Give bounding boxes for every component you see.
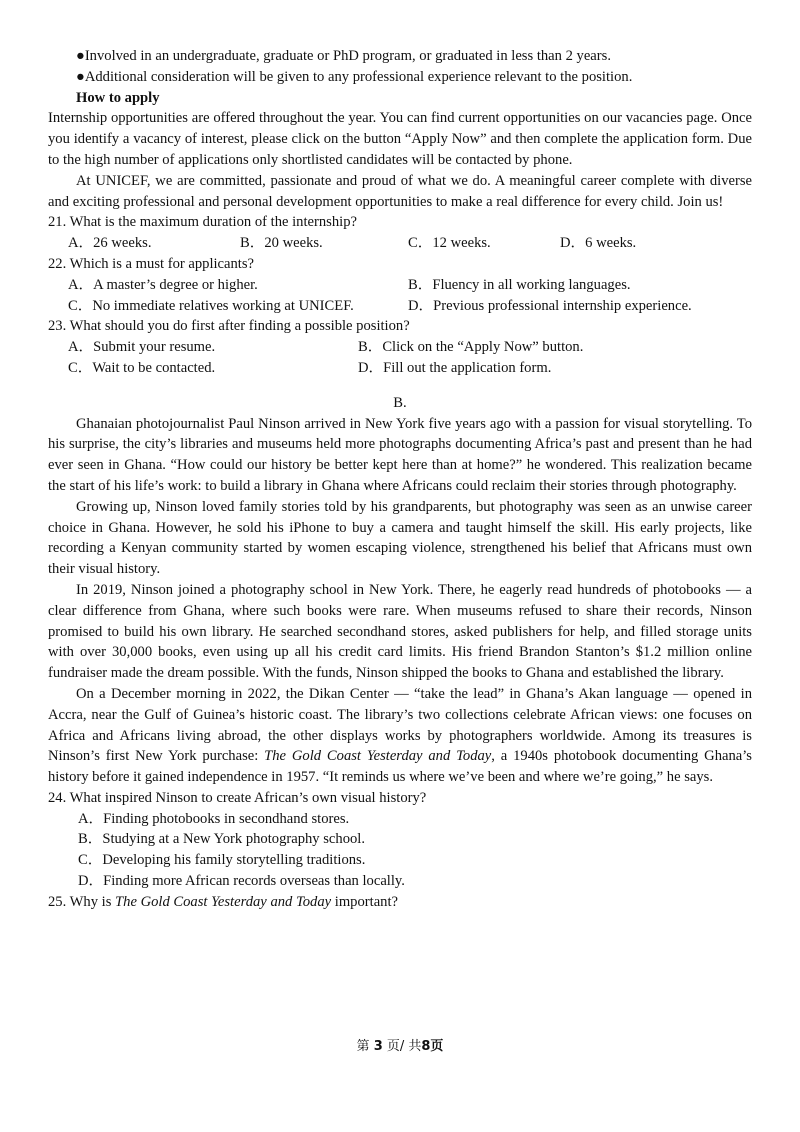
page-total: 8页	[421, 1039, 444, 1054]
option-c: C．No immediate relatives working at UNICEF.	[68, 297, 354, 314]
question-22-options-row2	[48, 296, 752, 317]
question-22-stem: 22. Which is a must for applicants?	[48, 255, 255, 272]
question-23-stem: 23. What should you do first after finding a possible position?	[48, 318, 410, 335]
question-21-options	[48, 233, 752, 254]
option-b: B．Studying at a New York photography school.	[78, 831, 366, 848]
option-a: A．26 weeks.	[68, 235, 152, 252]
option-b: B．Fluency in all working languages.	[408, 276, 631, 293]
option-c: C．Wait to be contacted.	[68, 359, 216, 376]
page-footer	[0, 1035, 800, 1054]
how-to-apply-heading: How to apply	[76, 89, 160, 106]
passage-b-paragraph-1: Ghanaian photojournalist Paul Ninson arrived in New York five years ago with a passion for visual storytelling. To his surprise, the city’s libraries and museums held more photographs documenting Africa’s past and present than he had ever seen in Ghana. “How could our history be better kept here than at home?” he wondered. This realization became the start of his life’s work: to build a library in Ghana where Africans could reclaim their stories through photography.	[48, 415, 752, 494]
question-23-options-row2	[48, 358, 752, 379]
option-d: D．Fill out the application form.	[358, 359, 552, 376]
requirement-bullet: ●Additional consideration will be given to any professional experience relevant to the position.	[76, 68, 633, 85]
page-number: 3	[373, 1039, 383, 1054]
stem-text: 25. Why is	[48, 893, 116, 910]
passage-b-paragraph-3: In 2019, Ninson joined a photography school in New York. There, he eagerly read hundreds of photobooks — a clear difference from Ghana, where such books were rare. When museums refused to share their records, Ninson promised to build his own library. He searched secondhand stores, asked publishers for help, and filled storage units with over 30,000 books, even using up all his credit card limits. His friend Brandon Stanton’s $1.2 million online fundraiser made the dream possible. With the funds, Ninson shipped the books to Ghana and established the library.	[48, 581, 752, 682]
option-d: D．Finding more African records overseas than locally.	[78, 873, 405, 890]
option-c: C．12 weeks.	[408, 235, 491, 252]
paragraph-text: On a December morning in 2022, the Dikan Center — “take the lead” in Ghana’s Akan language — opened in Accra, near the Gulf of Guinea’s historic coast. The library’s two collections celebrate African views: one focuses on Africa and Africans living abroad, the other displays works by photographers worldwide. Among its treasures is Ninson’s first New York purchase:	[48, 685, 752, 765]
question-22-options-row1	[48, 275, 752, 296]
section-b-label: B.	[393, 394, 407, 411]
option-b: B．Click on the “Apply Now” button.	[358, 339, 584, 356]
passage-b-paragraph-2: Growing up, Ninson loved family stories told by his grandparents, but photography was seen as an unwise career choice in Ghana. However, he sold his iPhone to buy a camera and taught himself the skill. His early projects, like recording a Kenyan community started by women escaping violence, strengthened his belief that Africans must own their visual history.	[48, 498, 752, 578]
question-25-stem	[48, 892, 752, 913]
footer-middle: 页/ 共	[382, 1039, 422, 1054]
passage-b-paragraph-4	[48, 684, 752, 788]
exam-page	[48, 46, 752, 913]
stem-text: important?	[331, 893, 398, 910]
option-a: A．A master’s degree or higher.	[68, 276, 258, 293]
unicef-paragraph: At UNICEF, we are committed, passionate and proud of what we do. A meaningful career complete with diverse and exciting professional and personal development opportunities to make a real difference for every child. Join us!	[48, 172, 752, 210]
option-c: C．Developing his family storytelling traditions.	[78, 852, 366, 869]
option-d: D．6 weeks.	[560, 235, 637, 252]
question-24-stem: 24. What inspired Ninson to create African’s own visual history?	[48, 789, 427, 806]
requirement-bullet: ●Involved in an undergraduate, graduate or PhD program, or graduated in less than 2 years.	[76, 48, 611, 64]
book-title: The Gold Coast Yesterday and Today	[115, 893, 332, 910]
question-23-options-row1	[48, 337, 752, 358]
option-a: A．Submit your resume.	[68, 339, 216, 356]
question-21-stem: 21. What is the maximum duration of the internship?	[48, 214, 357, 231]
paragraph-text: , a 1940s photobook documenting Ghana’s history before it gained independence in 1957. “It reminds us where we’ve been and where we’re going,” he says.	[48, 748, 752, 786]
option-b: B．20 weeks.	[240, 235, 323, 252]
footer-prefix: 第	[356, 1039, 374, 1054]
book-title: The Gold Coast Yesterday and Today	[264, 748, 492, 765]
option-d: D．Previous professional internship experience.	[408, 297, 692, 314]
how-to-apply-paragraph: Internship opportunities are offered throughout the year. You can find current opportunities on our vacancies page. Once you identify a vacancy of interest, please click on the button “Apply Now” and then complete the application form. Due to the high number of applications only shortlisted candidates will be contacted by phone.	[48, 110, 752, 168]
option-a: A．Finding photobooks in secondhand stores.	[78, 810, 350, 827]
